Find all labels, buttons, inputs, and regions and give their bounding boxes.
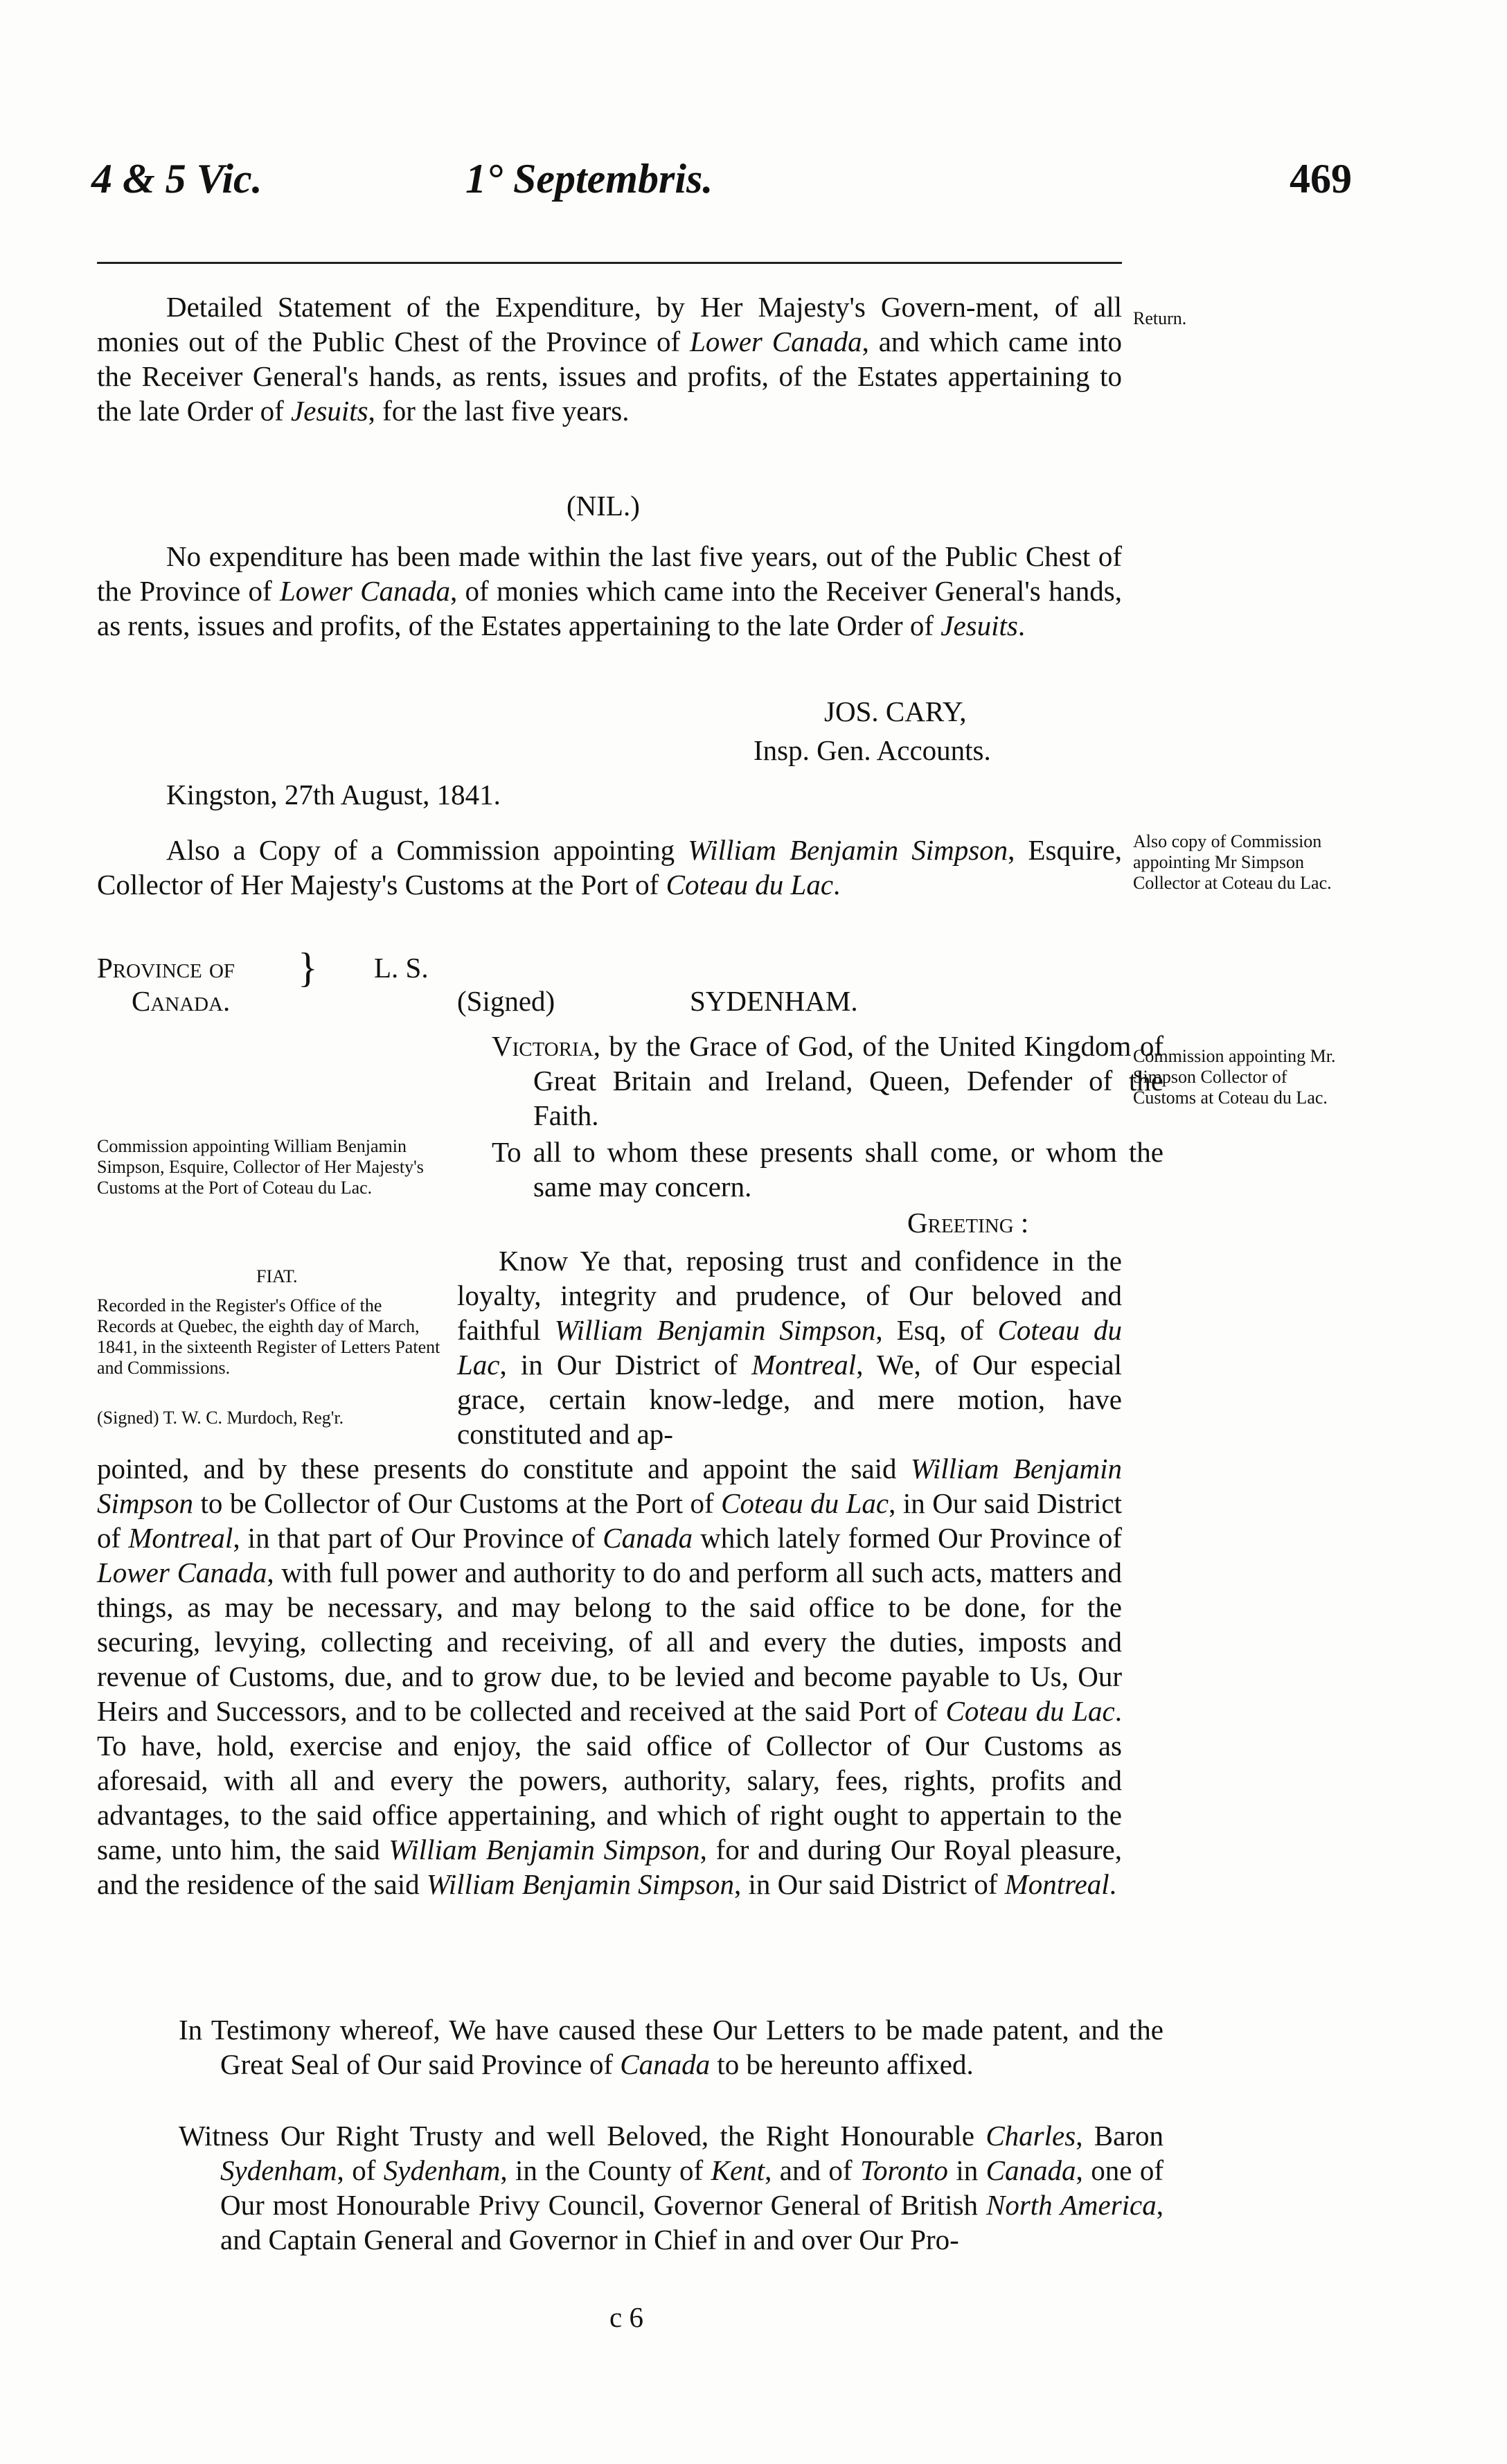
margin-note-commission-left: Commission appointing William Benjamin Simpson, Esquire, Collector of Her Majesty's Customs at the Port of Coteau du Lac. <box>97 1136 424 1198</box>
no-expenditure-paragraph: No expenditure has been made within the last five years, out of the Public Chest of the Province of Lower Canada, of monies which came into the Receiver General's hands, as rents, issues and profits, of the Estates appertaining to the late Order of Jesuits. <box>97 540 1122 641</box>
greeting-label: Greeting : <box>907 1207 1029 1239</box>
running-head-center: 1° Septembris. <box>465 156 713 202</box>
fiat-label: FIAT. <box>256 1266 298 1286</box>
know-ye-paragraph: Know Ye that, reposing trust and confidence in the loyalty, integrity and prudence, of Our beloved and faithful William Benjamin Simpson, Esq, of Coteau du Lac, in Our District of Montreal, We, of Our especial grace, certain know-ledge, and mere motion, have constituted and ap- <box>457 1245 1122 1450</box>
province-label: Province of <box>97 952 235 984</box>
margin-note-signed-registrar: (Signed) T. W. C. Murdoch, Reg'r. <box>97 1408 344 1428</box>
statement-paragraph: Detailed Statement of the Expenditure, by Her Majesty's Govern-ment, of all monies out of the Public Chest of the Province of Lower Canada, and which came into the Receiver General's hands, as rents, issues and profits, of the Estates appertaining to the late Order of Jesuits, for the last five years. <box>97 291 1122 427</box>
witness-paragraph: Witness Our Right Trusty and well Beloved, the Right Honourable Charles, Baron Sydenham, of Sydenham, in the County of Kent, and of Toronto in Canada, one of Our most Honourable Privy Council, Governor General of British North America, and Captain General and Governor in Chief in and over Our Pro- <box>179 2120 1164 2255</box>
margin-note-recorded: Recorded in the Register's Office of the Records at Quebec, the eighth day of March, 1841, in the sixteenth Register of Letters Patent and Commissions. <box>97 1295 440 1378</box>
brace-mark: } <box>298 945 318 991</box>
margin-note-also-copy: Also copy of Commission appointing Mr Simpson Collector at Coteau du Lac. <box>1133 831 1332 893</box>
place-date: Kingston, 27th August, 1841. <box>166 779 501 810</box>
also-copy-paragraph: Also a Copy of a Commission appointing William Benjamin Simpson, Esquire, Collector of Her Majesty's Customs at the Port of Coteau du Lac. <box>97 834 1123 901</box>
commission-main-paragraph: pointed, and by these presents do constitute and appoint the said William Benjamin Simpson to be Collector of Our Customs at the Port of Coteau du Lac, in Our said District of Montreal, in that part of Our Province of Canada which lately formed Our Province of Lower Canada, with full power and authority to do and perform all such acts, matters and things, as may be necessary, and may belong to the said office to be done, for the securing, levying, collecting and receiving, of all and every the duties, imposts and revenue of Customs, due, and to grow due, to be levied and become payable to Us, Our Heirs and Successors, and to be collected and received at the said Port of Coteau du Lac. To have, hold, exercise and enjoy, the said office of Collector of Our Customs as aforesaid, with all and every the powers, authority, salary, fees, rights, profits and advantages, to the said office appertaining, and which of right ought to appertain to the same, unto him, the said William Benjamin Simpson, for and during Our Royal pleasure, and the residence of the said William Benjamin Simpson, in Our said District of Montreal. <box>97 1453 1122 1900</box>
margin-note-return: Return. <box>1133 308 1187 328</box>
seal-label: L. S. <box>374 952 429 984</box>
victoria-intro: Victoria, by the Grace of God, of the United Kingdom of Great Britain and Ireland, Queen, Defender of the Faith. <box>492 1030 1163 1131</box>
header-rule <box>97 262 1122 264</box>
running-head-left: 4 & 5 Vic. <box>91 156 262 202</box>
signature-mark: c 6 <box>609 2301 643 2333</box>
nil-label: (NIL.) <box>567 490 640 522</box>
sydenham-signature: SYDENHAM. <box>690 985 858 1017</box>
testimony-paragraph: In Testimony whereof, We have caused these Our Letters to be made patent, and the Great Seal of Our said Province of Canada to be hereunto affixed. <box>179 2014 1163 2080</box>
page-number: 469 <box>1290 156 1352 202</box>
canada-label: Canada. <box>132 985 231 1017</box>
signer-name: JOS. CARY, <box>824 695 967 727</box>
margin-note-commission-right: Commission appointing Mr. Simpson Collector of Customs at Coteau du Lac. <box>1133 1046 1336 1108</box>
to-all-line: To all to whom these presents shall come, or whom the same may concern. <box>492 1136 1163 1203</box>
signer-title: Insp. Gen. Accounts. <box>754 734 991 766</box>
signed-label: (Signed) <box>457 985 555 1017</box>
